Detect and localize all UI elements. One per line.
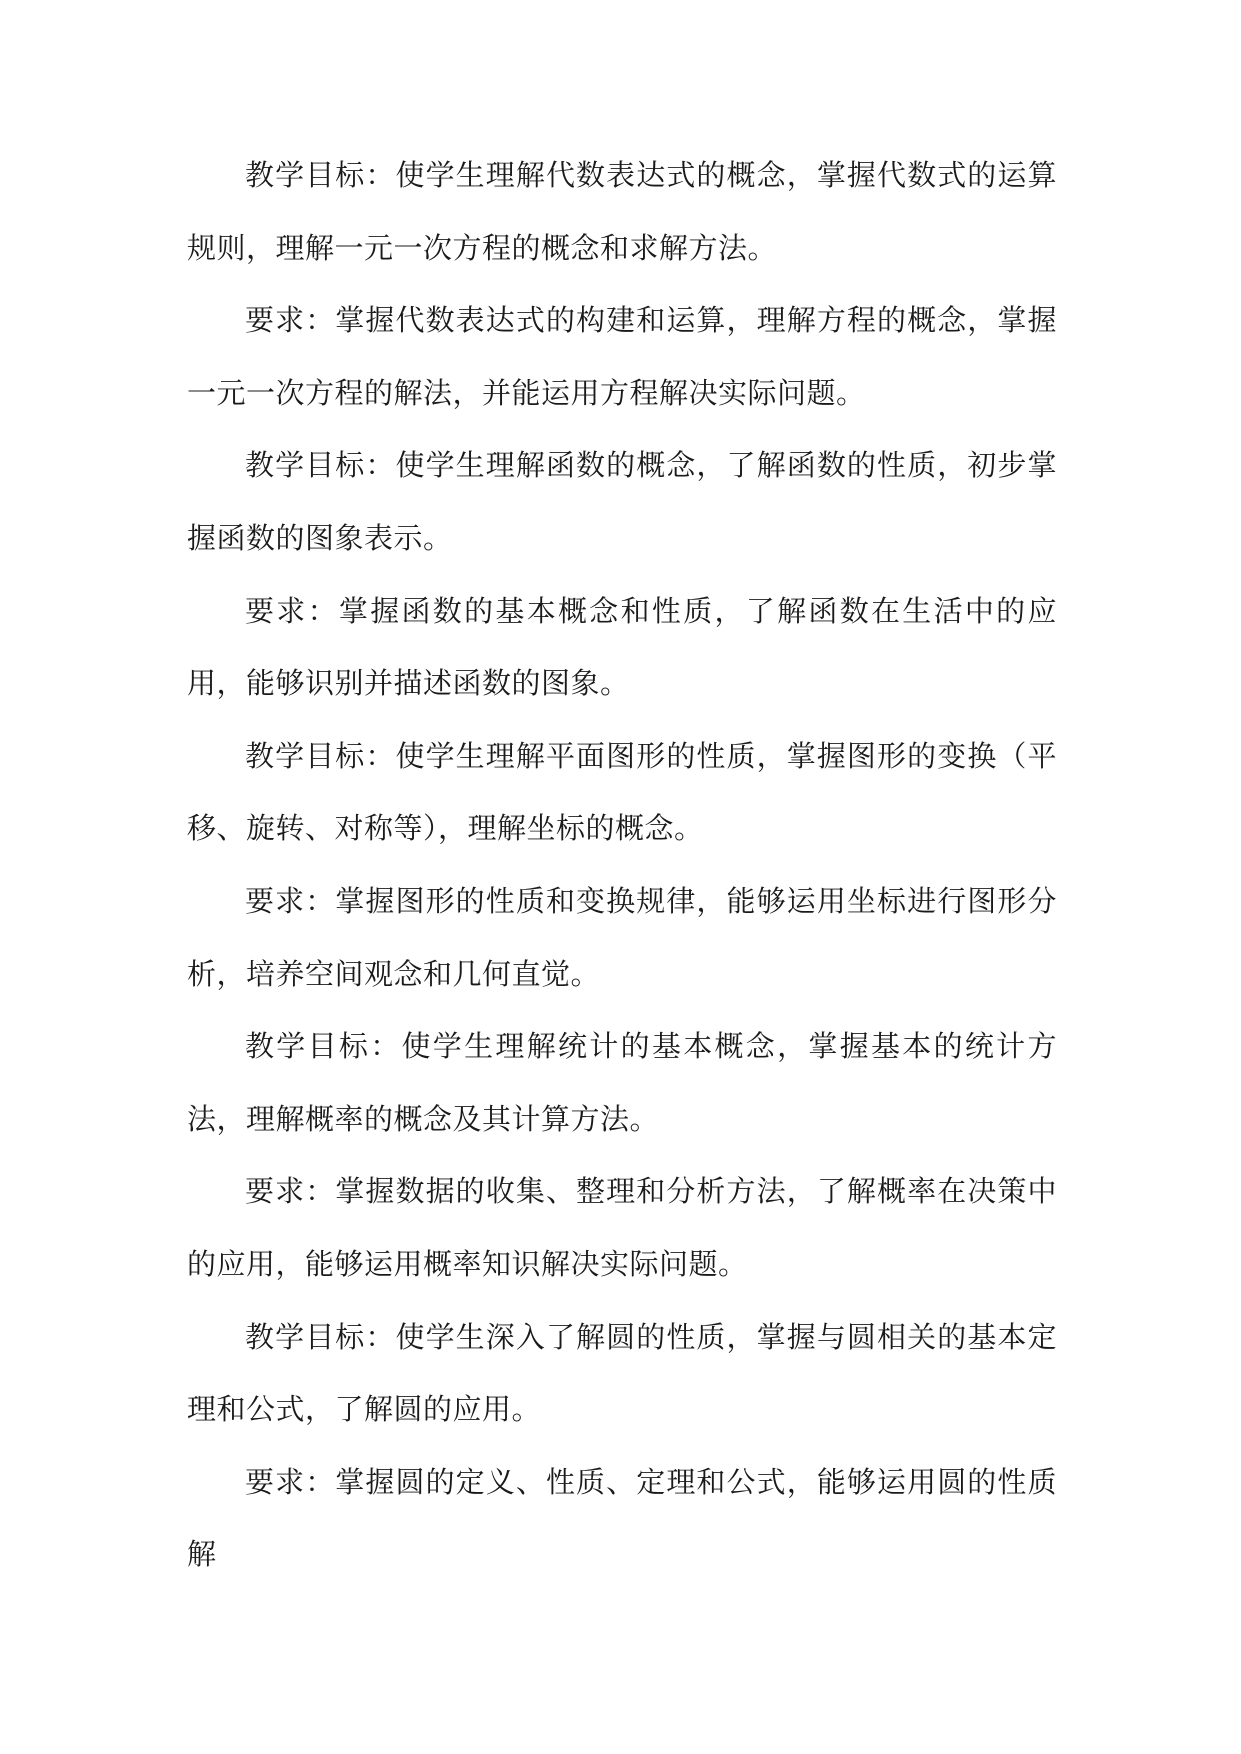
paragraph-function-goal: 教学目标：使学生理解函数的概念，了解函数的性质，初步掌握函数的图象表示。 — [187, 448, 1057, 555]
paragraph-algebra-goal: 教学目标：使学生理解代数表达式的概念，掌握代数式的运算规则，理解一元一次方程的概念和求解方法。 — [187, 158, 1057, 265]
document-body — [187, 139, 1057, 1591]
paragraph-circle-requirement: 要求：掌握圆的定义、性质、定理和公式，能够运用圆的性质解 — [187, 1464, 1057, 1572]
paragraph-statistics-requirement: 要求：掌握数据的收集、整理和分析方法，了解概率在决策中的应用，能够运用概率知识解决实际问题。 — [187, 1174, 1057, 1281]
paragraph-geometry-requirement: 要求：掌握图形的性质和变换规律，能够运用坐标进行图形分析，培养空间观念和几何直觉。 — [187, 883, 1057, 991]
paragraph-circle-goal: 教学目标：使学生深入了解圆的性质，掌握与圆相关的基本定理和公式，了解圆的应用。 — [187, 1319, 1057, 1427]
paragraph-function-requirement: 要求：掌握函数的基本概念和性质，了解函数在生活中的应用，能够识别并描述函数的图象。 — [187, 593, 1057, 701]
paragraph-geometry-goal: 教学目标：使学生理解平面图形的性质，掌握图形的变换（平移、旋转、对称等），理解坐标的概念。 — [187, 738, 1057, 846]
paragraph-algebra-requirement: 要求：掌握代数表达式的构建和运算，理解方程的概念，掌握一元一次方程的解法，并能运用方程解决实际问题。 — [187, 303, 1057, 410]
paragraph-statistics-goal: 教学目标：使学生理解统计的基本概念，掌握基本的统计方法，理解概率的概念及其计算方法。 — [187, 1029, 1057, 1136]
